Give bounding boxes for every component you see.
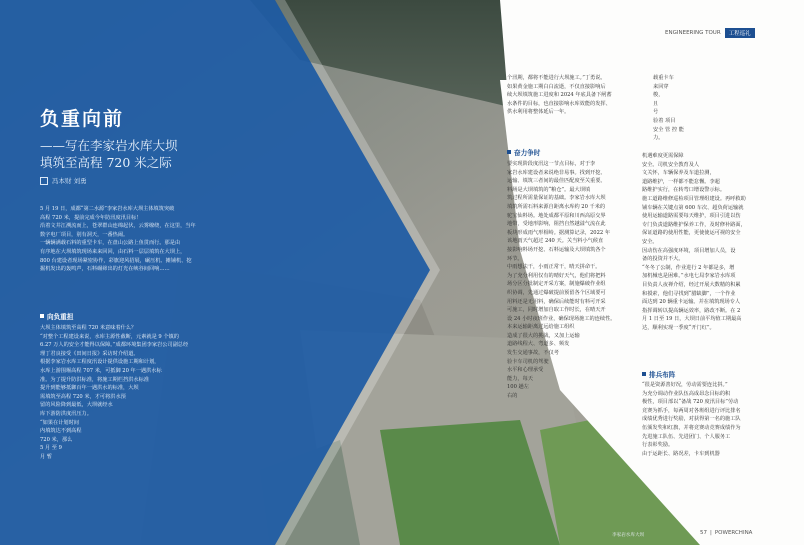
text-line: 使用运输道路需要每天维护，项目引进以伤 xyxy=(642,213,741,220)
text-line: 号 xyxy=(653,109,659,116)
text-line: 面达到 20 辆重卡运输。并在填筑现场专人 xyxy=(642,299,741,306)
bullet-icon xyxy=(642,372,646,376)
footer-divider: | xyxy=(710,530,712,536)
text-line: 能力，每天 xyxy=(507,375,533,382)
left-intro xyxy=(40,205,196,274)
text-line: 水条件的目标，也直接影响水库效能的发挥、 xyxy=(507,100,611,107)
section-heading-text: 排兵布阵 xyxy=(649,371,676,379)
text-line: 需填筑至高程 720 米，才可将洪水预 xyxy=(40,393,126,400)
text-line: 验着 项目 xyxy=(653,117,676,124)
text-line: 料场是大坝填筑的“粮仓”。最大坝填 xyxy=(507,186,591,193)
text-line: 备的投资并不大。 xyxy=(642,256,684,263)
text-line: 专门负责道路维护保养工作，及时修补路面， xyxy=(642,221,746,228)
text-line: 家岩水库建设者来说绝非易事。找到开挖、 xyxy=(507,169,606,176)
page-number: 57 xyxy=(700,530,707,536)
text-line: 可施工，同时增加自取工作时长，在晴天开 xyxy=(507,307,606,314)
text-line: “如果在计划时间 xyxy=(40,419,79,426)
text-line: 掘机发出的轰鸣声，石料碾筛出的灯光在峡谷间回响…… xyxy=(40,266,170,273)
text-line: 因动伤在高强度环境，项目增加人员，设 xyxy=(642,247,736,254)
text-line: 发生交通事故，不仅考 xyxy=(507,350,559,357)
section-heading xyxy=(507,147,540,157)
page-footer xyxy=(700,530,752,536)
text-line: 施工道路维修巡检项目管理组建设。再呼救助 xyxy=(642,195,746,202)
right-top xyxy=(653,74,684,143)
section-tab: 工程巡礼 xyxy=(725,28,755,38)
text-line: 个汛期，都将不能进行大坝施工。”丁勇说。 xyxy=(507,75,606,81)
text-line: 水平和心理承受 xyxy=(507,367,544,374)
text-line: 本来运输距离过远给施工组织 xyxy=(507,324,575,331)
article-subtitle xyxy=(40,137,230,171)
text-line: 月 1 日至 19 日，大坝日前平均值工期最高 xyxy=(642,316,742,323)
text-line: 文关怀，车辆保养及车道拉测， xyxy=(642,170,715,177)
text-line: 要实现阶段度汛这一节点目标，对于李 xyxy=(507,161,596,167)
text-line: 梭， xyxy=(653,92,664,99)
text-line: 准。为了提升防洪标准，将施工期栏挡洪水标准 xyxy=(40,376,149,383)
text-line: 极性，项目部以“备战 720 度汛目标”劳动 xyxy=(642,399,739,406)
text-line: 大坝主体填筑至高程 720 米意味着什么？ xyxy=(40,325,137,331)
text-line: 接影响料场开挖、石料运输及大坝填筑各个 xyxy=(507,246,606,253)
text-line: 机遇难度更需保障 xyxy=(642,153,684,159)
text-line: 安全 管 控 能 xyxy=(653,126,684,133)
text-line: 720 米，那么 xyxy=(40,436,73,443)
brand-name: POWERCHINA xyxy=(714,530,753,536)
text-line: 水库上游围堰高程 707 米，可抵御 20 年一遇洪水标 xyxy=(40,367,162,374)
middle-top xyxy=(507,74,612,117)
text-line: 右的 xyxy=(507,393,518,400)
text-line: 板块形成雨气形相峙。据测算记录，2022 年 xyxy=(507,229,611,236)
text-line: 指挥调转以提高辆运效率，路改不断。在 2 xyxy=(642,307,741,314)
text-line: 安全。司机安全教育及人 xyxy=(642,161,700,168)
text-line: 验卡车司机的驾驶 xyxy=(507,358,549,365)
text-line: 织协调，先通过爆破提前预留各个区域要可 xyxy=(507,289,606,296)
text-line: 达，顺利实现一季度“开门红”。 xyxy=(642,324,715,331)
right-section3 xyxy=(642,381,741,458)
text-line: 内填筑达不到高程 xyxy=(40,428,82,435)
section-header xyxy=(665,28,755,38)
text-line: 100 趟左 xyxy=(507,384,529,391)
text-line: 成绩优秀进行奖励，对获得第一名的施工队 xyxy=(642,416,741,423)
text-line: 来回穿 xyxy=(653,83,669,90)
section-heading xyxy=(642,369,675,379)
text-line: 5 月 至 9 xyxy=(40,445,62,452)
text-line: 5 月 19 日，成都“第二水源”李家岩水库大坝主体填筑突破 xyxy=(40,206,175,212)
text-line: 运输、填筑三者间的最佳匹配度至关重要。 xyxy=(507,178,606,185)
text-line: 地带，受地形影响，阻挡自然越溢气流在此 xyxy=(507,221,606,228)
author-byline xyxy=(40,176,87,185)
text-line: 且 xyxy=(653,100,659,107)
text-line: “很是资源善好况，劳动需要连比拼。” xyxy=(642,382,728,388)
text-line: 竞赛为抓手，每两周对各班组进行评比排名 xyxy=(642,407,741,414)
text-line: 数字电厂项目，别有洞天，一番热闹。 xyxy=(40,231,129,238)
text-line: 铺车辆在关键点第 600 车次、超负荷运输就 xyxy=(642,204,744,211)
text-line: 由于运距长、路况差，卡车到机器 xyxy=(642,450,720,457)
text-line: 填筑所需石料来源自距离水库约 20 千米的 xyxy=(507,203,606,210)
text-line: 根据李家岩水库工程度汛设计提供设施工期和计划， xyxy=(40,359,160,366)
text-line: 800 台建设者现场紧密协作，彩旗迎风招展，碾压机、摊铺机、挖 xyxy=(40,257,192,264)
text-line: 如果黄金施工期白白流逝，不仅直接影响后 xyxy=(507,83,606,90)
section-label: ENGINEERING TOUR xyxy=(665,30,721,36)
text-line: 理丁君良接受《田间日报》采访时介绍道。 xyxy=(40,350,139,357)
text-line: 驼宝仙料场。地处成都平原和川西高原交界 xyxy=(507,212,606,219)
text-line: 力。 xyxy=(653,135,664,142)
bullet-icon xyxy=(40,314,44,318)
text-line: 沿着文井江溯流而上，苍翠群山连绵起伏，云雾缭绕，在这里，当年 xyxy=(40,223,196,230)
text-line: 加机械也是困难。”水电七局李家岩水库项 xyxy=(642,273,736,280)
text-line: 先进施工队伍、先进团门、个人服务工 xyxy=(642,433,731,440)
subtitle-line: 填筑至高程 720 米之际 xyxy=(40,155,172,170)
text-line: 路维护实行，在转弯口增设警示标。 xyxy=(642,187,726,194)
text-line: 道路维护，一样都不能怠懈。李超 xyxy=(642,178,720,185)
text-line: 场分区分批制定开采方案，制施爆破作业组 xyxy=(507,281,606,288)
text-line: 为了充分利用仅有的晴好天气，他们将把料 xyxy=(507,272,606,279)
text-line: 和摸索，他们寻找到“腊缺脚”，一个作业 xyxy=(642,290,736,297)
text-line: 有序地在大坝填筑现场来来回回，由石料一层层填筑在大坝上， xyxy=(40,248,186,255)
text-line: “冬冬了公制，作业进行 2 年都是多，增 xyxy=(642,264,735,271)
text-line: 提升到能够抵御百年一遇洪水的标准，大坝 xyxy=(40,385,139,392)
middle-section2 xyxy=(507,160,615,401)
text-line: 道路线程大、弯道多、频发 xyxy=(507,341,570,348)
text-line: 高程 720 米，提前完成今年防汛度汛目标！ xyxy=(40,214,142,221)
photo-caption: 李家岩水库大坝 xyxy=(612,533,645,538)
text-line: 6.27 万人的安全才能得以保障。”成都环境集团李家岩公司副总经 xyxy=(40,342,189,349)
text-line: 月 暂 xyxy=(40,453,53,460)
text-line: 环节。 xyxy=(507,255,523,262)
text-line: 为充分调动作业队伍高成昂念目标的积 xyxy=(642,390,731,397)
square-icon xyxy=(40,177,48,185)
text-line: 设 24 小时夜班作业，确保现场施工的连续性。 xyxy=(507,315,616,322)
text-line: 安全。 xyxy=(642,238,658,245)
text-line: 筑过程所需量保证的基础。李家岩水库大坝 xyxy=(507,195,606,202)
text-line: 用料还是无用料，确保后续能时有料可开采 xyxy=(507,298,606,305)
text-line: 保证道路的使用性能，更使使运可视的安全 xyxy=(642,230,741,237)
text-line: 载重卡车 xyxy=(653,75,674,81)
subtitle-line: ——写在李家岩水库大坝 xyxy=(40,138,178,153)
text-line: 续大坝填筑施工进度和 2024 年底具备下闸蓄 xyxy=(507,92,612,99)
right-para xyxy=(642,152,746,332)
article-title: 负重向前 xyxy=(40,108,125,130)
text-line: 伍颁发奖和红旗，并将竞赛动竞赛成绩作为 xyxy=(642,424,741,431)
text-line: 行表彰奖励。 xyxy=(642,442,674,449)
section-heading xyxy=(40,311,73,321)
text-line: 中雨想法干，小雨正常干，晴天拼命干。 xyxy=(507,264,601,271)
text-line: 造成了很大的挑战，又加上运输 xyxy=(507,332,580,339)
text-line: “对整个工程建设来说，水库主源性截断，元素就是 9 个镇的 xyxy=(40,333,179,340)
section-heading-text: 奋力争时 xyxy=(514,149,541,157)
text-line: 供水利用将整体延后一年。 xyxy=(507,109,570,116)
text-line: 目负责人夜禅介绍，经过开展大数精的积累 xyxy=(642,281,741,288)
text-line: 留的风险降到最低，大坝就经水 xyxy=(40,402,113,409)
text-line: 一辆辆满载石料的重型卡车，在盘山公路上鱼贯而行。那是由 xyxy=(40,240,181,247)
text-line: 库下游防洪度汛压力。 xyxy=(40,410,92,417)
left-section1 xyxy=(40,324,188,462)
text-line: 该地雨天气超过 240 天。关当料小气候直 xyxy=(507,238,604,245)
bullet-icon xyxy=(507,150,511,154)
section-heading-text: 向负重担 xyxy=(47,313,74,321)
author-names: 冯本财 刘勇 xyxy=(52,177,87,185)
